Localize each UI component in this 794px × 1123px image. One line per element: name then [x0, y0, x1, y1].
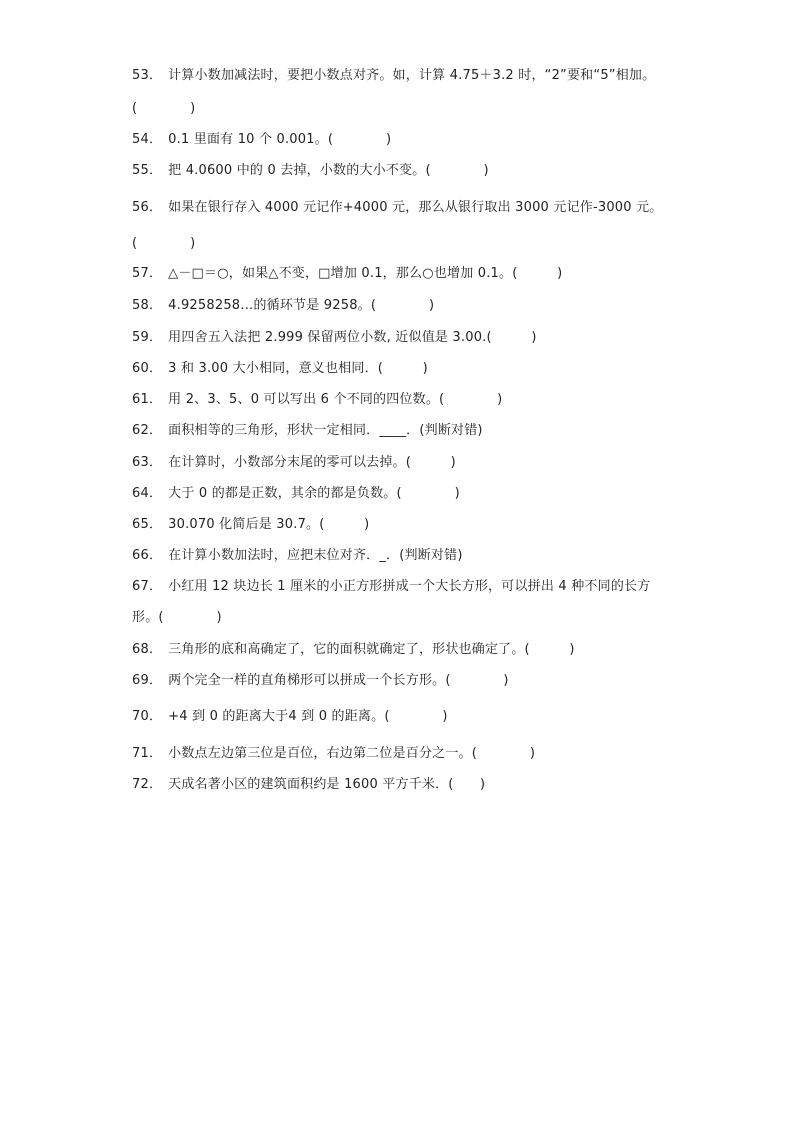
question-number: 66． — [132, 548, 163, 563]
question-number: 68． — [132, 642, 163, 657]
question-68 — [132, 641, 692, 659]
question-text: +4 到 0 的距离大于4 到 0 的距离。( ) — [168, 709, 448, 724]
question-61 — [132, 391, 692, 409]
question-text: 计算小数加减法时，要把小数点对齐。如，计算 4.75＋3.2 时，“2”要和“5”相加。 — [168, 68, 656, 83]
question-number: 57． — [132, 266, 163, 281]
question-55 — [132, 162, 692, 180]
question-63 — [132, 454, 692, 472]
question-number: 54． — [132, 132, 163, 147]
question-text: 把 4.0600 中的 0 去掉，小数的大小不变。( ) — [168, 163, 489, 178]
question-number: 67． — [132, 579, 163, 594]
question-number: 69． — [132, 673, 163, 688]
question-65 — [132, 516, 692, 534]
question-71 — [132, 745, 692, 763]
question-69 — [132, 672, 692, 690]
question-text: 两个完全一样的直角梯形可以拼成一个长方形。( ) — [168, 673, 509, 688]
question-number: 71． — [132, 746, 163, 761]
question-number: 63． — [132, 455, 163, 470]
question-62 — [132, 422, 692, 440]
question-text: 天成名著小区的建筑面积约是 1600 平方千米．( ) — [168, 777, 486, 792]
question-text: △－□＝○，如果△不变，□增加 0.1，那么○也增加 0.1。( ) — [168, 266, 563, 281]
question-67 — [132, 578, 692, 596]
question-text: 3 和 3.00 大小相同，意义也相同．( ) — [168, 361, 428, 376]
question-number: 56． — [132, 200, 163, 215]
question-text: 面积相等的三角形，形状一定相同．____．(判断对错) — [168, 423, 483, 438]
question-number: 65． — [132, 517, 163, 532]
question-number: 53． — [132, 68, 163, 83]
question-number: 55． — [132, 163, 163, 178]
question-text: 在计算时，小数部分末尾的零可以去掉。( ) — [168, 455, 456, 470]
question-54 — [132, 131, 692, 149]
question-number: 72． — [132, 777, 163, 792]
question-64 — [132, 485, 692, 503]
question-number: 70． — [132, 709, 163, 724]
question-57 — [132, 265, 692, 283]
question-text: 30.070 化简后是 30.7。( ) — [168, 517, 370, 532]
question-56 — [132, 199, 692, 217]
question-text: 用四舍五入法把 2.999 保留两位小数, 近似值是 3.00.( ) — [168, 330, 537, 345]
question-53 — [132, 67, 692, 85]
question-text: 形。( ) — [132, 610, 222, 625]
question-53-answer — [132, 100, 692, 118]
question-number: 61． — [132, 392, 163, 407]
question-59 — [132, 329, 692, 347]
question-text: 在计算小数加法时，应把末位对齐．_．(判断对错) — [168, 548, 463, 563]
question-70 — [132, 708, 692, 726]
question-number: 64． — [132, 486, 163, 501]
question-text: 4.9258258…的循环节是 9258。( ) — [168, 298, 435, 313]
question-text: 大于 0 的都是正数，其余的都是负数。( ) — [168, 486, 460, 501]
answer-blank: ( ) — [132, 101, 196, 116]
question-60 — [132, 360, 692, 378]
question-56-answer — [132, 235, 692, 253]
question-text: 0.1 里面有 10 个 0.001。( ) — [168, 132, 392, 147]
question-text: 三角形的底和高确定了，它的面积就确定了，形状也确定了。( ) — [168, 642, 575, 657]
question-67-continued — [132, 609, 692, 627]
question-text: 用 2、3、5、0 可以写出 6 个不同的四位数。( ) — [168, 392, 503, 407]
question-number: 62． — [132, 423, 163, 438]
question-text: 小红用 12 块边长 1 厘米的小正方形拼成一个大长方形，可以拼出 4 种不同的长方 — [168, 579, 651, 594]
question-number: 60． — [132, 361, 163, 376]
question-text: 如果在银行存入 4000 元记作+4000 元，那么从银行取出 3000 元记作-3000 元。 — [168, 200, 663, 215]
question-58 — [132, 297, 692, 315]
question-number: 59． — [132, 330, 163, 345]
question-72 — [132, 776, 692, 794]
question-number: 58． — [132, 298, 163, 313]
question-text: 小数点左边第三位是百位，右边第二位是百分之一。( ) — [168, 746, 536, 761]
question-66 — [132, 547, 692, 565]
answer-blank: ( ) — [132, 236, 196, 251]
